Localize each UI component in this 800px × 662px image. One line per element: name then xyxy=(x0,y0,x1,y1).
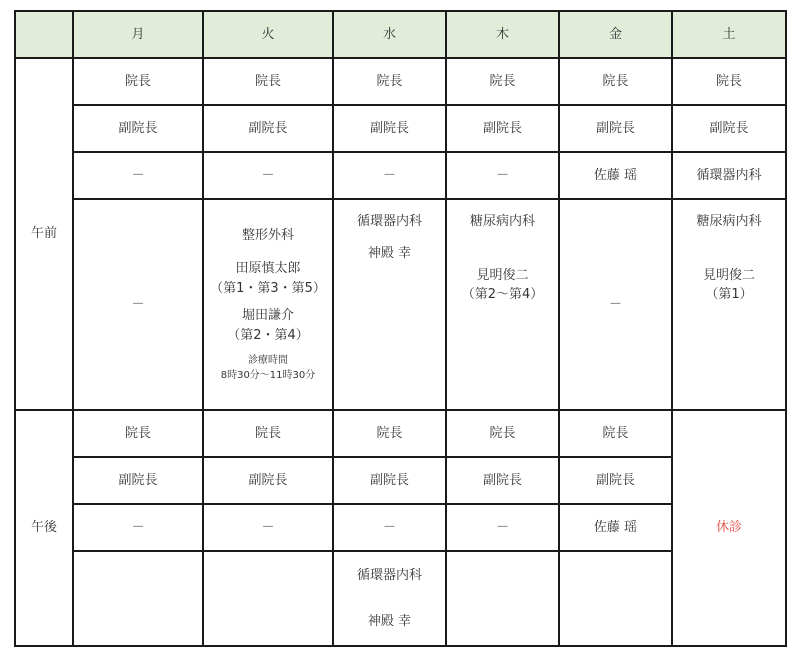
am-cell: 院長 xyxy=(446,58,559,105)
hours-label: 診療時間 xyxy=(248,355,288,367)
am-tue-special xyxy=(203,199,333,410)
am-wed-special xyxy=(333,199,446,410)
pm-cell: 院長 xyxy=(73,410,203,457)
am-cell: 院長 xyxy=(73,58,203,105)
day-header-sat: 土 xyxy=(672,11,786,58)
header-row xyxy=(15,11,786,58)
am-thu-special xyxy=(446,199,559,410)
pm-cell: 副院長 xyxy=(333,457,446,504)
pm-wed-special xyxy=(333,551,446,646)
pm-cell: － xyxy=(333,504,446,551)
am-cell: 院長 xyxy=(672,58,786,105)
doctor-name: 田原慎太郎 xyxy=(235,261,301,277)
am-cell: － xyxy=(333,152,446,199)
am-cell: － xyxy=(446,152,559,199)
sat-closed-label: 休診 xyxy=(672,410,786,646)
pm-cell: 院長 xyxy=(203,410,333,457)
doctor-name: 神殿 幸 xyxy=(367,245,412,261)
pm-cell: 副院長 xyxy=(203,457,333,504)
pm-cell: 副院長 xyxy=(559,457,672,504)
am-cell: 院長 xyxy=(203,58,333,105)
pm-tue-empty xyxy=(203,551,333,646)
am-cell: 副院長 xyxy=(559,105,672,152)
doctor-name: 見明俊二 xyxy=(476,267,529,283)
pm-cell: 院長 xyxy=(333,410,446,457)
am-cell: 副院長 xyxy=(672,105,786,152)
am-row-1 xyxy=(15,58,786,105)
am-cell: 副院長 xyxy=(333,105,446,152)
am-mon-special: － xyxy=(73,199,203,410)
dept-label: 糖尿病内科 xyxy=(696,214,762,229)
am-row-4 xyxy=(15,199,786,410)
period-label-am: 午前 xyxy=(15,58,73,410)
dept-label: 糖尿病内科 xyxy=(469,214,535,229)
am-cell: 循環器内科 xyxy=(672,152,786,199)
pm-row-2 xyxy=(15,457,786,504)
pm-cell: 副院長 xyxy=(73,457,203,504)
doctor-name: 神殿 幸 xyxy=(367,613,412,629)
pm-mon-empty xyxy=(73,551,203,646)
dept-label: 整形外科 xyxy=(241,227,294,243)
pm-cell: － xyxy=(203,504,333,551)
pm-cell: － xyxy=(446,504,559,551)
dept-label: 循環器内科 xyxy=(356,568,422,583)
period-label-pm: 午後 xyxy=(15,410,73,646)
pm-cell: 院長 xyxy=(446,410,559,457)
dept-label: 循環器内科 xyxy=(356,214,422,229)
am-fri-special: － xyxy=(559,199,672,410)
am-cell: － xyxy=(73,152,203,199)
am-row-3 xyxy=(15,152,786,199)
pm-thu-empty xyxy=(446,551,559,646)
pm-row-4 xyxy=(15,551,786,646)
schedule-table xyxy=(14,10,787,647)
week-note: （第2・第4） xyxy=(227,327,309,343)
pm-cell: 佐藤 瑶 xyxy=(559,504,672,551)
am-cell: 副院長 xyxy=(73,105,203,152)
day-header-wed: 水 xyxy=(333,11,446,58)
day-header-mon: 月 xyxy=(73,11,203,58)
am-cell: － xyxy=(203,152,333,199)
pm-fri-empty xyxy=(559,551,672,646)
pm-row-1 xyxy=(15,410,786,457)
week-note: （第2～第4） xyxy=(461,287,544,302)
pm-cell: － xyxy=(73,504,203,551)
day-header-fri: 金 xyxy=(559,11,672,58)
am-cell: 院長 xyxy=(559,58,672,105)
week-note: （第1・第3・第5） xyxy=(210,280,326,296)
week-note: （第1） xyxy=(705,287,753,302)
day-header-tue: 火 xyxy=(203,11,333,58)
pm-cell: 院長 xyxy=(559,410,672,457)
day-header-thu: 木 xyxy=(446,11,559,58)
doctor-name: 堀田謙介 xyxy=(241,308,294,324)
hours-value: 8時30分～11時30分 xyxy=(220,370,316,382)
am-row-2 xyxy=(15,105,786,152)
doctor-name: 見明俊二 xyxy=(702,267,755,283)
am-cell: 院長 xyxy=(333,58,446,105)
pm-row-3 xyxy=(15,504,786,551)
corner-cell xyxy=(15,11,73,58)
am-cell: 佐藤 瑶 xyxy=(559,152,672,199)
am-sat-special xyxy=(672,199,786,410)
am-cell: 副院長 xyxy=(446,105,559,152)
am-cell: 副院長 xyxy=(203,105,333,152)
pm-cell: 副院長 xyxy=(446,457,559,504)
